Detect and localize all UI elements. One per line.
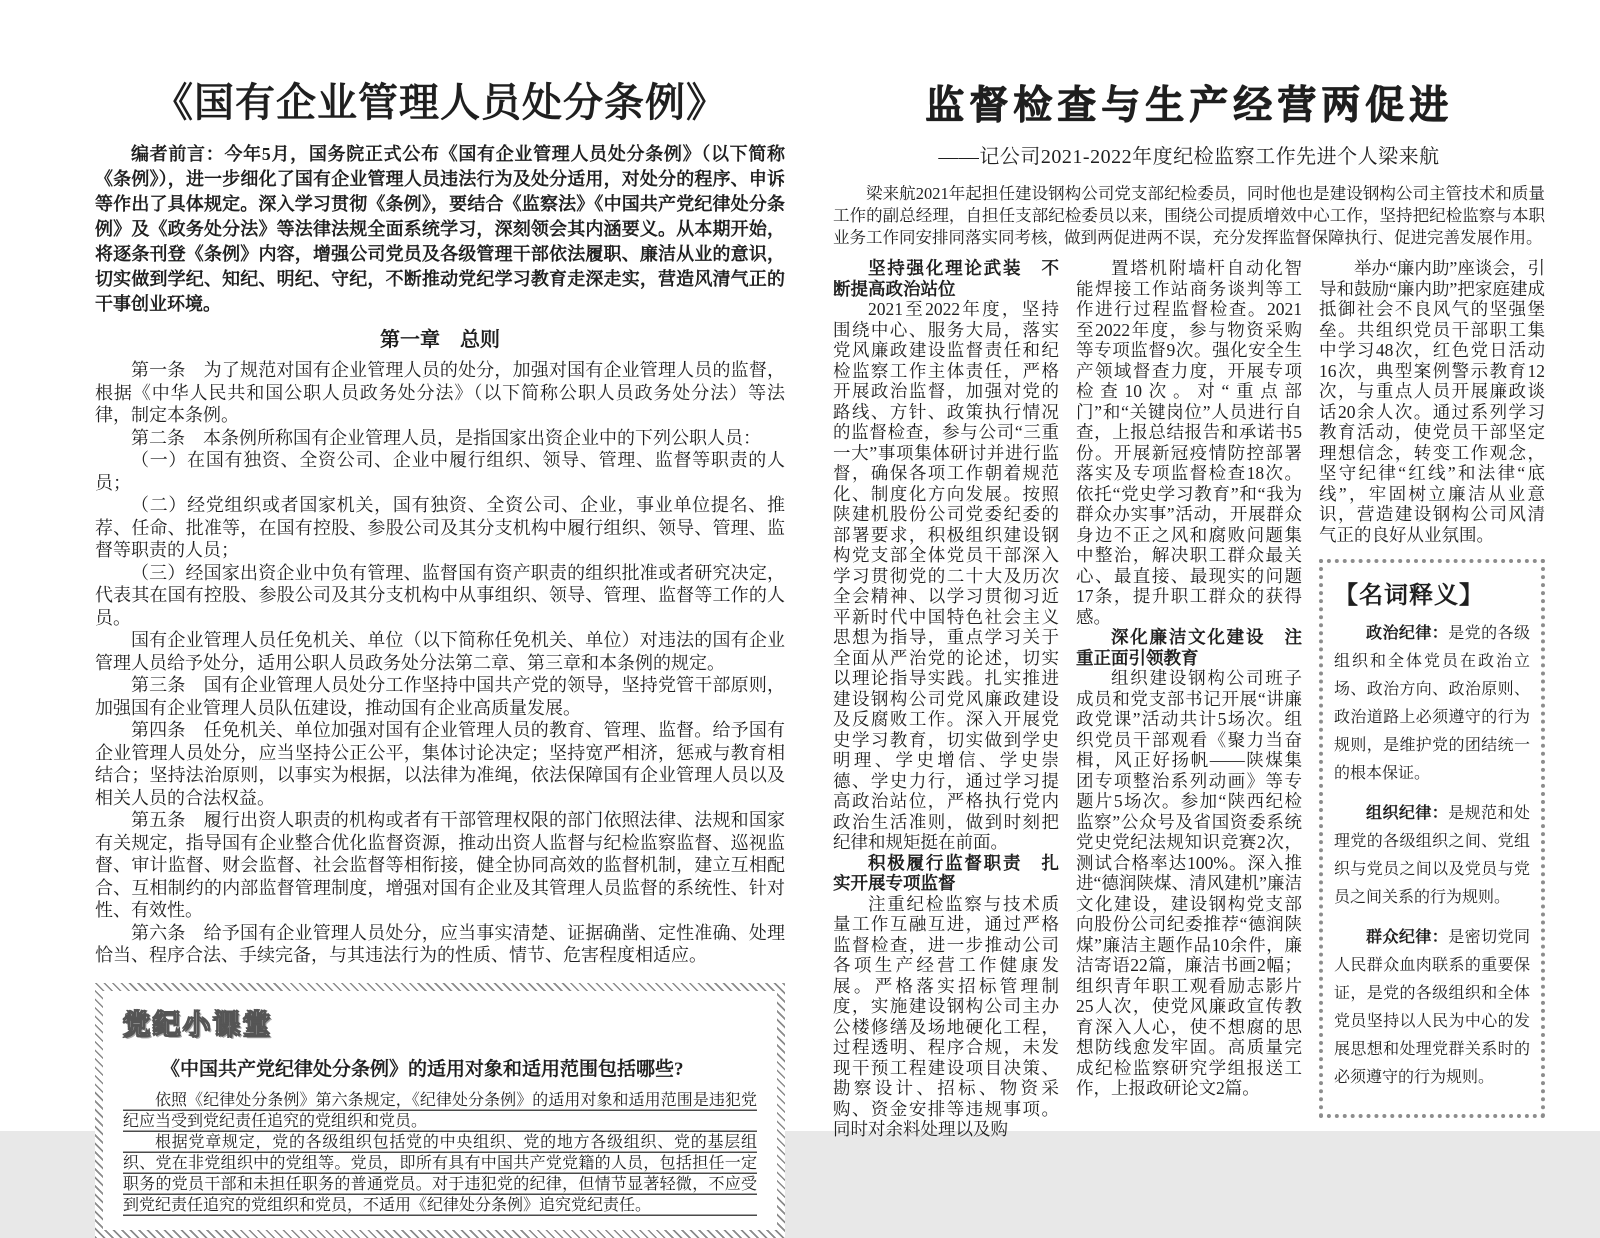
ruled-paragraph: 依照《纪律处分条例》第六条规定，《纪律处分条例》的适用对象和适用范围是违犯党纪应当受到党纪责任追究的党组织和党员。 xyxy=(123,1091,757,1130)
article-paragraph: 第六条 给予国有企业管理人员处分，应当事实清楚、证据确凿、定性准确、处理恰当、程序合法、手续完备，与其违法行为的性质、情节、危害程度相适应。 xyxy=(95,922,785,965)
column-3 xyxy=(1319,258,1545,1140)
left-page xyxy=(95,80,785,1238)
preface-label: 编者前言： xyxy=(131,144,225,164)
article-paragraph: 国有企业管理人员任免机关、单位（以下简称任免机关、单位）对违法的国有企业管理人员给予处分，适用公职人员政务处分法第二章、第三章和本条例的规定。 xyxy=(95,630,785,673)
article-paragraph: 第四条 任免机关、单位加强对国有企业管理人员的教育、管理、监督。给予国有企业管理人员处分，应当坚持公正公平，集体讨论决定；坚持宽严相济，惩戒与教育相结合；坚持法治原则，以事实为根据，以法律为准绳，依法保障国有企业管理人员以及相关人员的合法权益。 xyxy=(95,720,785,808)
glossary-entry xyxy=(1334,800,1530,912)
three-column-body xyxy=(833,258,1545,1140)
chapter-heading: 第一章 总则 xyxy=(380,329,500,351)
section-heading: 积极履行监督职责 扎实开展专项监督 xyxy=(833,852,1059,893)
article-paragraph: 第一条 为了规范对国有企业管理人员的处分，加强对国有企业管理人员的监督，根据《中华人民共和国公职人员政务处分法》（以下简称公职人员政务处分法）等法律，制定本条例。 xyxy=(95,360,785,425)
preface-text: 今年5月，国务院正式公布《国有企业管理人员处分条例》（以下简称《条例》），进一步细化了国有企业管理人员违法行为及处分适用，对处分的程序、申诉等作出了具体规定。深入学习贯彻《条例》，要结合《监察法》《中国共产党纪律处分条例》及《政务处分法》等法律法规全面系统学习，深刻领会其内涵要义。从本期开始，将逐条刊登《条例》内容，增强公司党员及各级管理干部依法履职、廉洁从业的意识，切实做到学纪、知纪、明纪、守纪，不断推动党纪学习教育走深走实，营造风清气正的干事创业环境。 xyxy=(95,144,786,314)
section-heading: 深化廉洁文化建设 注重正面引领教育 xyxy=(1076,627,1302,668)
glossary-term: 群众纪律： xyxy=(1366,929,1449,946)
article-paragraph: （一）在国有独资、全资公司、企业中履行组织、领导、管理、监督等职责的人员； xyxy=(95,450,785,493)
column-2 xyxy=(1076,258,1302,1140)
glossary-text xyxy=(1334,800,1530,912)
intro-paragraph: 梁来航2021年起担任建设钢构公司党支部纪检委员，同时他也是建设钢构公司主管技术和质量工作的副总经理，自担任支部纪检委员以来，围绕公司提质增效中心工作，坚持把纪检监察与本职业务工作同安排同落实同考核，做到两促进两不误，充分发挥监督保障执行、促进完善发展作用。 xyxy=(833,184,1545,247)
glossary-term: 组织纪律： xyxy=(1366,805,1449,822)
article-paragraph: 第五条 履行出资人职责的机构或者有干部管理权限的部门依照法律、法规和国家有关规定，指导国有企业整合优化监督资源，推动出资人监督与纪检监察监督、巡视监督、审计监督、财会监督、社会监督等相衔接，健全协同高效的监督机制，建立互相配合、互相制约的内部监督管理制度，增强对国有企业及其管理人员监督的系统性、针对性、有效性。 xyxy=(95,810,785,920)
feature-title: 监督检查与生产经营两促进 xyxy=(924,84,1453,127)
glossary-box xyxy=(1319,559,1545,1118)
glossary-term: 政治纪律： xyxy=(1366,625,1449,642)
feature-subtitle: ——记公司2021-2022年度纪检监察工作先进个人梁来航 xyxy=(938,146,1440,168)
glossary-definition: 是党的各级组织和全体党员在政治立场、政治方向、政治原则、政治道路上必须遵守的行为规则，是维护党的团结统一的根本保证。 xyxy=(1334,625,1530,782)
glossary-title: 【名词释义】 xyxy=(1334,583,1484,609)
glossary-entry xyxy=(1334,924,1530,1092)
glossary-definition: 是规范和处理党的各级组织之间、党组织与党员之间以及党员与党员之间关系的行为规则。 xyxy=(1334,805,1530,906)
article-paragraph: （二）经党组织或者国家机关，国有独资、全资公司、企业，事业单位提名、推荐、任命、批准等，在国有控股、参股公司及其分支机构中履行组织、领导、管理、监督等职责的人员； xyxy=(95,495,785,560)
ruled-paragraph: 根据党章规定，党的各级组织包括党的中央组织、党的地方各级组织、党的基层组织、党在非党组织中的党组等。党员，即所有具有中国共产党党籍的人员，包括担任一定职务的党员干部和未担任职务的普通党员。对于违犯党的纪律，但情节显著轻微，不应受到党纪责任追究的党组织和党员，不适用《纪律处分条例》追究党纪责任。 xyxy=(123,1133,757,1214)
glossary-text xyxy=(1334,924,1530,1092)
column-1 xyxy=(833,258,1059,1140)
glossary-entry xyxy=(1334,620,1530,788)
body-paragraph: 注重纪检监察与技术质量工作互融互进，通过严格监督检查，进一步推动公司各项生产经营工作健康发展。严格落实招标管理制度，实施建设钢构公司主办公楼修缮及场地硬化工程，过程透明、程序合规，未发现干预工程建设项目决策、勘察设计、招标、物资采购、资金安排等违规事项。同时对余料处理以及购 xyxy=(833,893,1059,1139)
classroom-answer xyxy=(123,1090,757,1216)
classroom-box-inner xyxy=(103,991,777,1230)
article-paragraph: 第三条 国有企业管理人员处分工作坚持中国共产党的领导，坚持党管干部原则，加强国有企业管理人员队伍建设，推动国有企业高质量发展。 xyxy=(95,675,785,718)
regulation-title: 《国有企业管理人员处分条例》 xyxy=(153,81,727,125)
glossary-definition: 是密切党同人民群众血肉联系的重要保证，是党的各级组织和全体党员坚持以人民为中心的发展思想和处理党群关系时的必须遵守的行为规则。 xyxy=(1334,929,1530,1086)
body-paragraph: 组织建设钢构公司班子成员和党支部书记开展“讲廉政党课”活动共计5场次。组织党员干部观看《聚力当奋楫，风正好扬帆——陕煤集团专项整治系列动画》等专题片5场次。参加“陕西纪检监察”公众号及省国资委系统党史党纪法规知识竞赛2次，测试合格率达100%。深入推进“德润陕煤、清风建机”廉洁文化建设，建设钢构党支部向股份公司纪委推荐“德润陕煤”廉洁主题作品10余件，廉洁寄语22篇，廉洁书画2幅；组织青年职工观看励志影片25人次，使党风廉政宣传教育深入人心，使不想腐的思想防线愈发牢固。高质量完成纪检监察研究学组报送工作，上报政研论文2篇。 xyxy=(1076,668,1302,1098)
body-paragraph: 2021至2022年度，坚持围绕中心、服务大局，落实党风廉政建设监督责任和纪检监察工作主体责任，严格开展政治监督，加强对党的路线、方针、政策执行情况的监督检查，参与公司“三重一大”事项集体研讨并进行监督，确保各项工作朝着规范化、制度化方向发展。按照陕建机股份公司党委纪委的部署要求，积极组织建设钢构党支部全体党员干部深入学习贯彻党的二十大及历次全会精神、以学习贯彻习近平新时代中国特色社会主义思想为指导，重点学习关于全面从严治党的论述，切实以理论指导实践。扎实推进建设钢构公司党风廉政建设及反腐败工作。深入开展党史学习教育，切实做到学史明理、学史增信、学史崇德、学史力行，通过学习提高政治站位，严格执行党内政治生活准则，做到时刻把纪律和规矩挺在前面。 xyxy=(833,299,1059,852)
article-paragraph: （三）经国家出资企业中负有管理、监督国有资产职责的组织批准或者研究决定，代表其在国有控股、参股公司及其分支机构中从事组织、领导、管理、监督等工作的人员。 xyxy=(95,562,785,628)
classroom-box-title: 党纪小课堂 xyxy=(123,1009,273,1040)
classroom-question: 《中国共产党纪律处分条例》的适用对象和适用范围包括哪些? xyxy=(161,1058,684,1080)
editor-preface xyxy=(95,142,785,317)
article-paragraph: 第二条 本条例所称国有企业管理人员，是指国家出资企业中的下列公职人员： xyxy=(131,427,761,448)
party-discipline-classroom-box xyxy=(95,983,785,1238)
section-heading: 坚持强化理论武装 不断提高政治站位 xyxy=(833,258,1059,299)
body-paragraph: 置塔机附墙杆自动化智能焊接工作站商务谈判等工作进行过程监督检查。2021至2022年度，参与物资采购等专项监督9次。强化安全生产领域督查力度，开展专项检查10次。对“重点部门”和“关键岗位”人员进行自查，上报总结报告和承诺书5份。开展新冠疫情防控部署落实及专项监督检查18次。依托“党史学习教育”和“我为群众办实事”活动，开展群众身边不正之风和腐败问题集中整治，解决职工群众最关心、最直接、最现实的问题17条，提升职工群众的获得感。 xyxy=(1076,258,1302,627)
right-page xyxy=(833,84,1545,1140)
glossary-text xyxy=(1334,620,1530,788)
body-paragraph: 举办“廉内助”座谈会，引导和鼓励“廉内助”把家庭建成抵御社会不良风气的坚强堡垒。共组织党员干部职工集中学习48次，红色党日活动16次，典型案例警示教育12次，与重点人员开展廉政谈话20余人次。通过系列学习教育活动，使党员干部坚定理想信念，转变工作观念，坚守纪律“红线”和法律“底线”，牢固树立廉洁从业意识，营造建设钢构公司风清气正的良好从业氛围。 xyxy=(1319,258,1545,545)
